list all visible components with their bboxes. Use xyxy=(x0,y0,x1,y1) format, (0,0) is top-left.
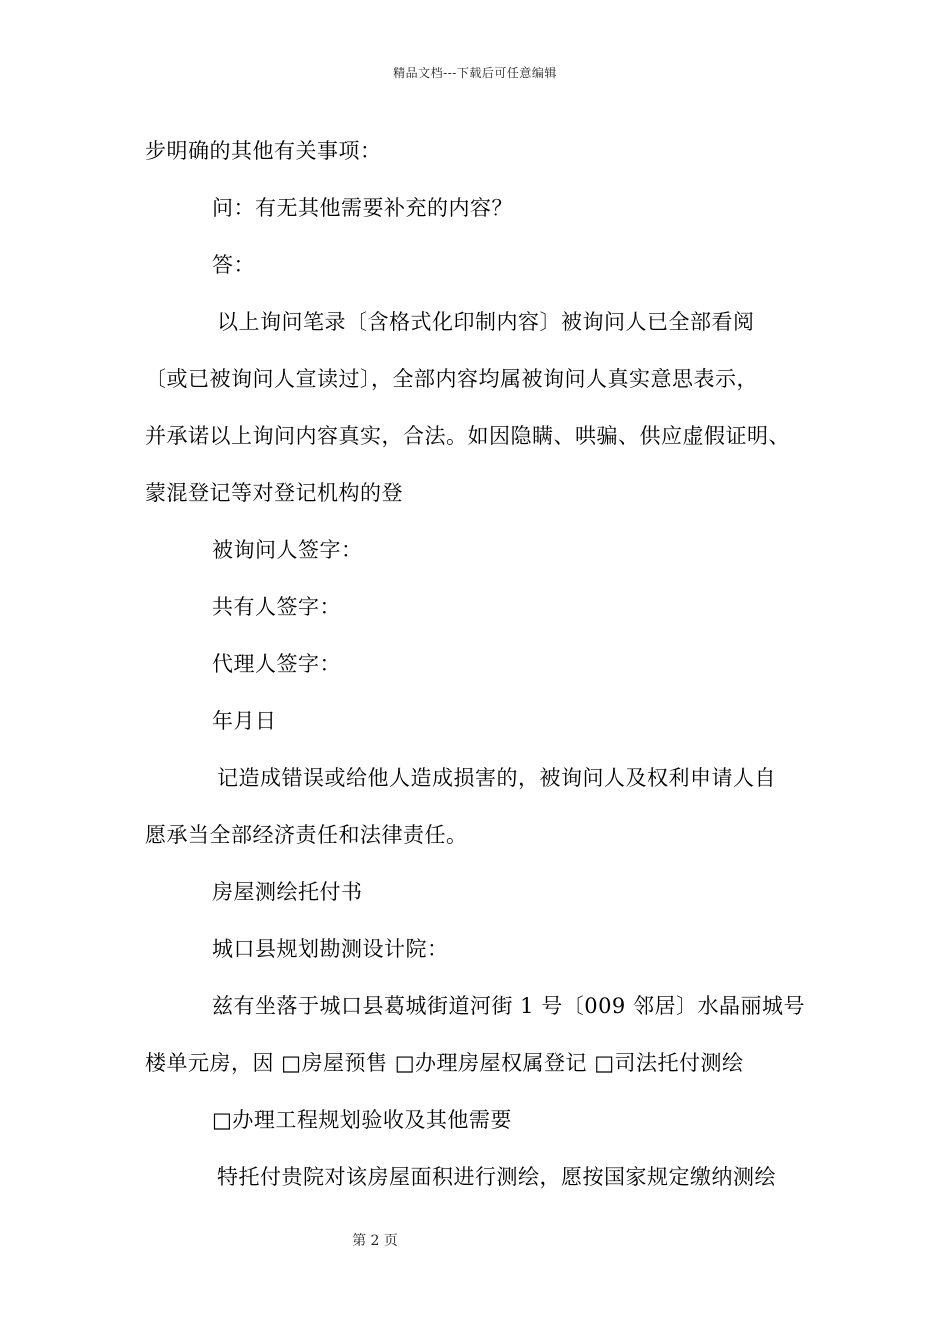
text-line: 愿承当全部经济责任和法律责任。 xyxy=(145,823,468,847)
text-line: 〔或已被询问人宣读过〕，全部内容均属被询问人真实意思表示， xyxy=(145,367,758,391)
date-line: 年月日 xyxy=(212,709,277,733)
signature-label-inquired: 被询问人签字： xyxy=(212,538,363,562)
text-line: 步明确的其他有关事项： xyxy=(145,139,382,163)
text-line: 兹有坐落于城口县葛城街道河街 1 号〔009 邻居〕水晶丽城号 xyxy=(212,994,805,1018)
text-line: 并承诺以上询问内容真实，合法。如因隐瞒、哄骗、供应虚假证明、 xyxy=(145,424,790,448)
checkbox-options-line: □办理工程规划验收及其他需要 xyxy=(212,1108,512,1132)
addressee-line: 城口县规划勘测设计院： xyxy=(212,937,449,961)
signature-label-co-owner: 共有人签字： xyxy=(212,595,341,619)
text-line: 记造成错误或给他人造成损害的，被询问人及权利申请人自 xyxy=(217,766,776,790)
text-line: 答： xyxy=(212,253,255,277)
text-line: 问：有无其他需要补充的内容？ xyxy=(212,196,513,220)
text-line: 以上询问笔录〔含格式化印制内容〕被询问人已全部看阅 xyxy=(217,310,755,334)
text-line: 蒙混登记等对登记机构的登 xyxy=(145,481,403,505)
signature-label-agent: 代理人签字： xyxy=(212,652,341,676)
page-number: 第 2 页 xyxy=(352,1233,398,1249)
section-title: 房屋测绘托付书 xyxy=(212,880,363,904)
checkbox-options-line: 楼单元房，因 □房屋预售 □办理房屋权属登记 □司法托付测绘 xyxy=(145,1051,744,1075)
text-line: 特托付贵院对该房屋面积进行测绘，愿按国家规定缴纳测绘 xyxy=(217,1165,776,1189)
page-header: 精品文档---下载后可任意编辑 xyxy=(393,66,557,80)
